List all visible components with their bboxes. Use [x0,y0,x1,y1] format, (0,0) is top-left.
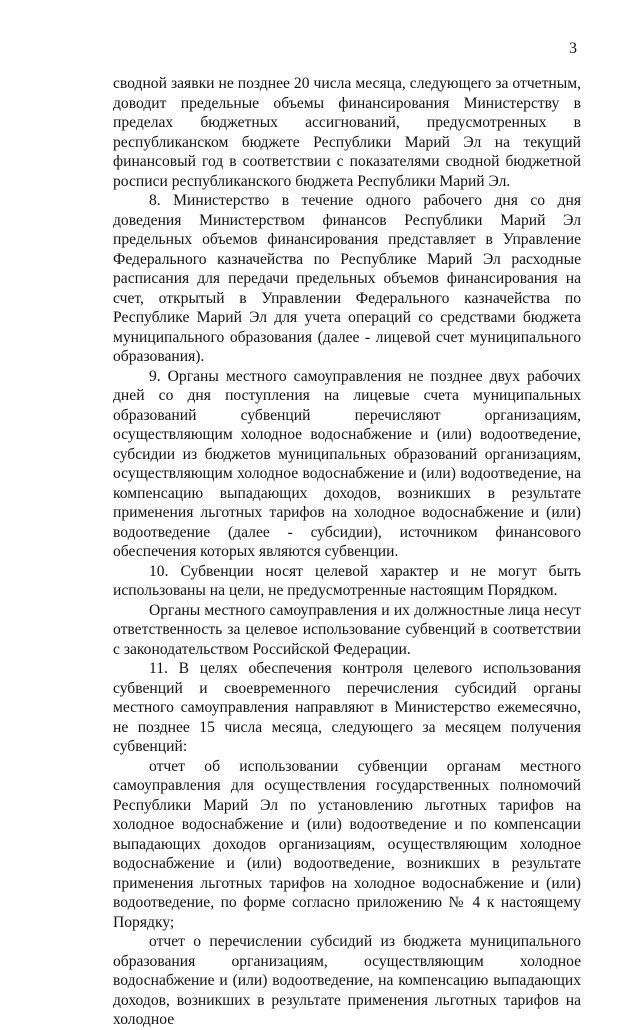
document-body [113,74,581,1030]
paragraph: Органы местного самоуправления и их должностные лица несут ответственность за целевое использование субвенций в соответствии с законодательством Российской Федерации. [113,601,581,658]
paragraph: 9. Органы местного самоуправления не позднее двух рабочих дней со дня поступления на лицевые счета муниципальных образований субвенций перечисляют организациям, осуществляющим холодное водоснабжение и (или) водоотведение, субсидии из бюджетов муниципальных образований организациям, осуществляющим холодное водоснабжение и (или) водоотведение, на компенсацию выпадающих доходов, возникших в результате применения льготных тарифов на холодное водоснабжение и (или) водоотведение (далее - субсидии), источником финансового обеспечения которых являются субвенции. [113,367,581,560]
paragraph: 11. В целях обеспечения контроля целевого использования субвенций и своевременного перечисления субсидий органы местного самоуправления направляют в Министерство ежемесячно, не позднее 15 числа месяца, следующего за месяцем получения субвенций: [113,660,581,755]
paragraph: отчет об использовании субвенции органам местного самоуправления для осуществления государственных полномочий Республики Марий Эл по установлению льготных тарифов на холодное водоснабжение и (или) водоотведение и по компенсации выпадающих доходов организациям, осуществляющим холодное водоснабжение и (или) водоотведение, возникших в результате применения льготных тарифов на холодное водоснабжение и (или) водоотведение, по форме согласно приложению № 4 к настоящему Порядку; [113,757,581,931]
page-number: 3 [569,40,577,57]
paragraph: 8. Министерство в течение одного рабочего дня со дня доведения Министерством финансов Республики Марий Эл предельных объемов финансирования представляет в Управление Федерального казначейства по Республике Марий Эл расходные расписания для передачи предельных объемов финансирования на счет, открытый в Управлении Федерального казначейства по Республике Марий Эл для учета операций со средствами бюджета муниципального образования (далее - лицевой счет муниципального образования). [113,192,581,365]
paragraph: отчет о перечислении субсидий из бюджета муниципального образования организациям, осуществляющим холодное водоснабжение и (или) водоотведение, на компенсацию выпадающих доходов, возникших в результате применения льготных тарифов на холодное [113,933,581,1028]
paragraph: сводной заявки не позднее 20 числа месяца, следующего за отчетным, доводит предельные объемы финансирования Министерству в пределах бюджетных ассигнований, предусмотренных в республиканском бюджете Республики Марий Эл на текущий финансовый год в соответствии с показателями сводной бюджетной росписи республиканского бюджета Республики Марий Эл. [113,75,581,190]
paragraph: 10. Субвенции носят целевой характер и не могут быть использованы на цели, не предусмотренные настоящим Порядком. [113,562,581,599]
